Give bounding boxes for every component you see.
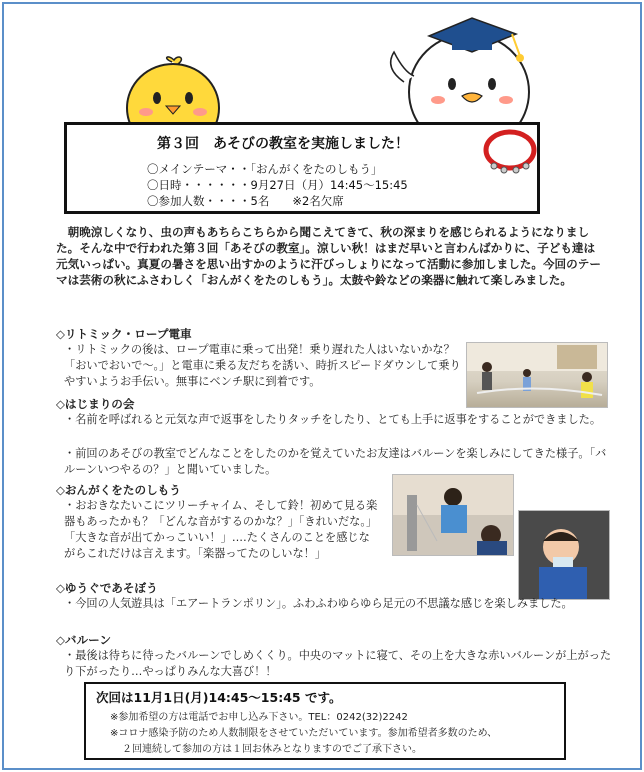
newsletter-page (2, 2, 642, 770)
next-session-note: ２回連続して参加の方は１回お休みとなりますのでご了承下さい。 (122, 744, 422, 755)
next-session-box (84, 682, 566, 760)
section-item: ・今回の人気遊具は「エアートランポリン」。ふわふわゆらゆら足元の不思議な感じを楽しみました。 (64, 597, 573, 610)
photo-instruments (392, 474, 514, 556)
date-line: 〇日時・・・・・・9月27日（月）14:45～15:45 (147, 178, 408, 192)
participants-line: 〇参加人数・・・・5名 ※2名欠席 (147, 194, 344, 208)
section-item: ・最後は待ちに待ったバルーンでしめくくり。中央のマットに寝て、その上を大きな赤いバルーンが上がったり下がったり…やっぱりみんな大喜び！！ (64, 649, 612, 678)
next-session-title: 次回は11月1日(月)14:45～15:45 です。 (96, 690, 342, 705)
theme-line: 〇メインテーマ・・「おんがくをたのしもう」 (147, 162, 383, 176)
photo-child (518, 510, 610, 600)
section-item: ・おおきなたいこにツリーチャイム、そして鈴！初めて見る楽器もあったかも？「どんな音がするのかな？」「きれいだな。」「大きな音が出てかっこいい！」‥‥たくさんのことを感じながらこれだけは言えます。「楽器ってたのしいな！」 (64, 499, 378, 560)
section-item: ・リトミックの後は、ロープ電車に乗って出発！乗り遅れた人はいないかな？「おいでおいで～。」と電車に乗る友だちを誘い、時折スピードダウンして乗りやすいようお手伝い。無事にベンチ駅に到着です。 (64, 343, 461, 388)
section-heading: ◇はじまりの会 (56, 397, 135, 411)
section-heading: ◇リトミック・ロープ電車 (56, 327, 192, 341)
section-heading: ◇バルーン (56, 633, 112, 647)
section-item: ・名前を呼ばれると元気な声で返事をしたりタッチをしたり、とても上手に返事をすることができました。 (64, 413, 602, 426)
section-item: ・前回のあそびの教室でどんなことをしたのかを覚えていたお友達はバルーンを楽しみにしてきた様子。「バルーンいつやるの？」と聞いていました。 (64, 447, 607, 476)
title-box (64, 122, 540, 214)
tambourine-illustration (482, 126, 538, 174)
page-title: 第３回 あそびの教室を実施しました！ (157, 136, 409, 152)
photo-rope-train (466, 342, 608, 408)
next-session-note: ※コロナ感染予防のため人数制限をさせていただいています。参加希望者多数のため、 (110, 728, 498, 739)
section-heading: ◇ゆうぐであそぼう (56, 581, 158, 595)
intro-paragraph: 朝晩涼しくなり、虫の声もあちらこちらから聞こえてきて、秋の深まりを感じられるようになりました。そんな中で行われた第３回「あそびの教室」。涼しい秋！はまだ早いと言わんばかりに、子ども達は元気いっぱい。真夏の暑さを思い出すかのように汗びっしょりになって活動に参加しました。今回のテーマは芸術の秋にふさわしく「おんがくをたのしもう」。太鼓や鈴などの楽器に触れて楽しみました。 (56, 225, 601, 287)
next-session-contact: ※参加希望の方は電話でお申し込み下さい。TEL：0242(32)2242 (110, 712, 408, 723)
section-heading: ◇おんがくをたのしもう (56, 483, 181, 497)
